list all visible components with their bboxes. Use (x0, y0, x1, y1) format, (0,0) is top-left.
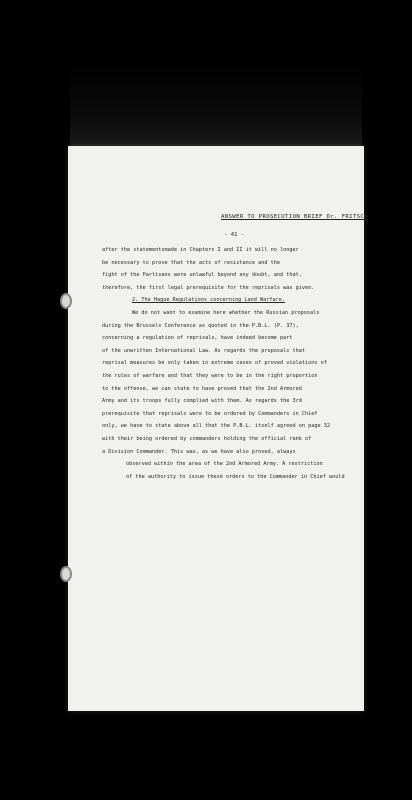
body-line: after the statementsmade in Chapters I and II it will no longer (102, 247, 299, 253)
body-line: a Division Commander. This was, as we have also proved, always (102, 448, 296, 455)
body-line: only, we have to state above all that the P.B.L. itself agreed on page 32 (102, 423, 330, 430)
film-background (70, 60, 362, 150)
body-line: with their being ordered by commanders holding the official rank of (102, 435, 312, 442)
body-line: Army and its troops fully complied with them. As regards the 3rd (102, 398, 302, 405)
body-line: reprisal measures be only taken in extreme cases of proved violations of (102, 360, 327, 367)
document-header: ANSWER TO PROSECUTION BRIEF Dr. FRITSCH (221, 214, 368, 220)
body-line: prerequisite that reprisals were to be ordered by Commanders in Chief (102, 410, 318, 417)
body-line: We do not want to examine here whether the Russian proposals (132, 309, 320, 316)
section-heading: 2. The Hague Regulations concerning Land Warfare. (132, 297, 286, 304)
body-line: of the unwritten International Law. As regards the proposals that (102, 347, 306, 354)
body-line: during the Brussels Conference as quoted in the P.B.L. (P. 37), (102, 322, 299, 329)
body-line: to the offense, we can state to have proved that the 2nd Armored (102, 385, 302, 392)
body-line: concerning a regulation of reprisals, have indeed become part (102, 335, 293, 342)
body-line: the rules of warfare and that they were to be in the right proportion (102, 372, 318, 379)
document-body (102, 244, 346, 483)
punch-hole (60, 566, 72, 582)
body-line: of the authority to issue these orders to the Commander in Chief would (126, 473, 345, 480)
page-number: - 41 - (224, 232, 245, 238)
punch-hole (60, 293, 72, 309)
body-line: fight of the Partisans were unlawful beyond any doubt, and that, (102, 272, 302, 279)
body-line: therefore, the first legal prerequisite for the reprisals was given. (102, 284, 315, 291)
body-line: be necessary to prove that the acts of resistance and the (102, 259, 281, 266)
document-page (68, 146, 368, 711)
body-line: observed within the area of the 2nd Armored Army. A restriction (126, 461, 323, 468)
